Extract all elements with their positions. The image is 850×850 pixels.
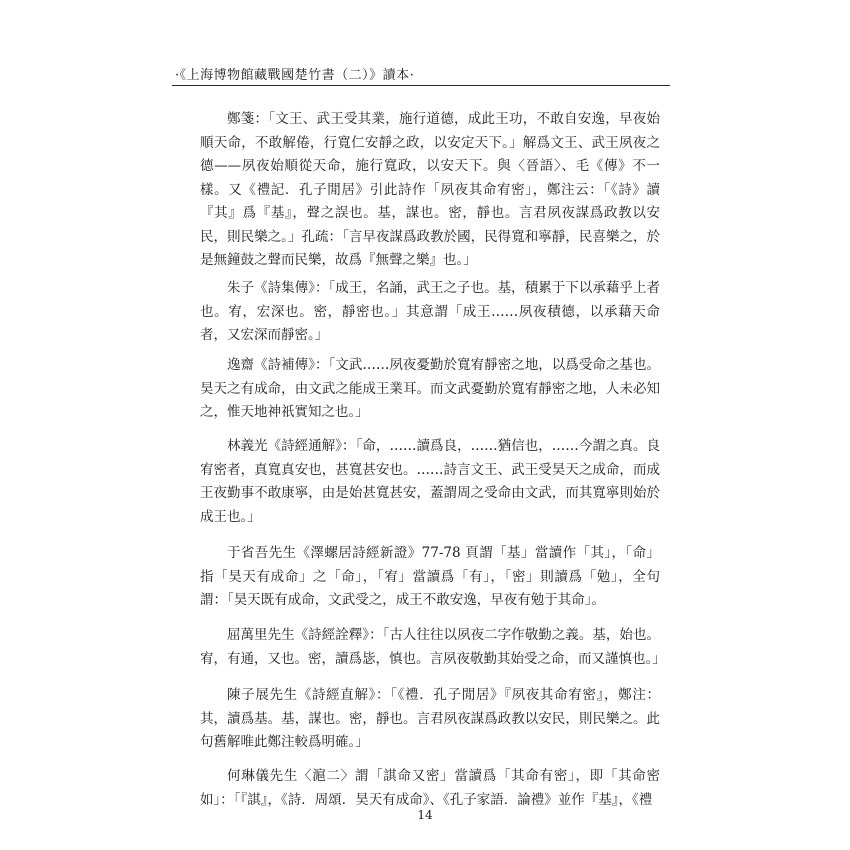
header-rule	[172, 85, 670, 86]
paragraph-3: 逸齋《詩補傳》：「文武……夙夜憂勤於寬宥靜密之地，以爲受命之基也。昊天之有成命，由文武之能成王業耳。而文武憂勤於寬宥靜密之地，人未必知之，惟天地神祇實知之也。」	[200, 357, 660, 420]
paragraph-5: 于省吾先生《澤螺居詩經新證》77-78 頁謂「基」當讀作「其」，「命」指「昊天有成命」之「命」，「宥」當讀爲「有」，「密」則讀爲「勉」，全句謂：「昊天既有成命，文武受之，成王不敢安逸，早夜有勉于其命」。	[200, 545, 660, 608]
paragraph-8: 何琳儀先生〈滬二〉謂「諆命又密」當讀爲「其命有密」，即「其命密如」：「『諆』，《詩．周頌．昊天有成命》、《孔子家語．論禮》並作『基』，《禮	[200, 768, 660, 808]
paragraph-1: 鄭箋：「文王、武王受其業，施行道德，成此王功，不敢自安逸，早夜始順天命，不敢解倦，行寬仁安靜之政，以安定天下。」解爲文王、武王夙夜之德——夙夜始順從天命，施行寬政，以安天下。與〈晉語〉、毛《傳》不一樣。又《禮記．孔子閒居》引此詩作「夙夜其命宥密」，鄭注云：「《詩》讀『其』爲『基』，聲之誤也。基，謀也。密，靜也。言君夙夜謀爲政教以安民，則民樂之。」孔疏：「言早夜謀爲政教於國，民得寬和寧靜，民喜樂之，於是無鐘鼓之聲而民樂，故爲『無聲之樂』也。」	[200, 111, 660, 268]
page-number: 14	[417, 808, 433, 822]
paragraph-4: 林義光《詩經通解》：「命，……讀爲良，……猶信也，……今謂之真。良宥密者，真寬真安也，甚寬甚安也。……詩言文王、武王受昊天之成命，而成王夜勤事不敢康寧，由是始甚寬甚安，蓋謂周之受命由文武，而其寬寧則始於成王也。」	[200, 438, 660, 525]
paragraph-2: 朱子《詩集傳》：「成王，名誦，武王之子也。基，積累于下以承藉乎上者也。宥，宏深也。密，靜密也。」其意謂「成王……夙夜積德，以承藉天命者，又宏深而靜密。」	[200, 280, 660, 343]
paragraph-6: 屈萬里先生《詩經詮釋》：「古人往往以夙夜二字作敬勤之義。基，始也。宥，有通，又也。密，讀爲毖，慎也。言夙夜敬勤其始受之命，而又謹慎也。」	[200, 627, 666, 667]
running-header: ·《上海博物館藏戰國楚竹書（二）》讀本·	[175, 68, 415, 83]
paragraph-7: 陳子展先生《詩經直解》：「《禮．孔子閒居》『夙夜其命宥密』，鄭注：其，讀爲基。基，謀也。密，靜也。言君夙夜謀爲政教以安民，則民樂之。此句舊解唯此鄭注較爲明確。」	[200, 687, 660, 750]
